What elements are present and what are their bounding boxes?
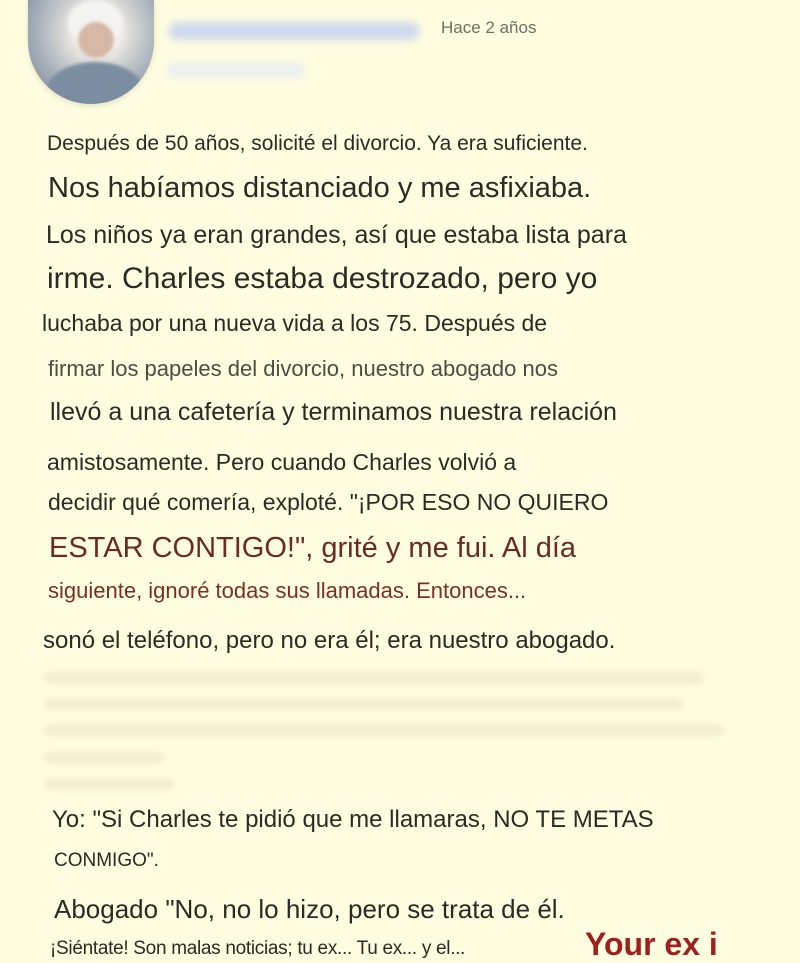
story-line: sonó el teléfono, pero no era él; era nuestro abogado. [43,627,616,654]
story-line: decidir qué comería, exploté. "¡POR ESO NO QUIERO [48,489,609,515]
story-line: Nos habíamos distanciado y me asfixiaba. [48,172,592,204]
story-line: luchaba por una nueva vida a los 75. Después de [42,310,548,336]
dialogue-line: ¡Siéntate! Son malas noticias; tu ex... Tu ex... y el... [50,938,466,959]
dialogue-line: Yo: "Si Charles te pidió que me llamaras, NO TE METAS [52,806,654,833]
dialogue-line: Abogado "No, no lo hizo, pero se trata de él. [54,894,565,924]
blurred-text-line [44,778,174,790]
blurred-text-line [44,724,724,736]
story-line: Los niños ya eran grandes, así que estaba lista para [46,221,627,249]
blurred-handle [166,62,306,78]
dialogue-line: CONMIGO". [54,850,159,871]
blurred-username[interactable] [168,22,420,40]
story-line: llevó a una cafetería y terminamos nuestra relación [50,398,617,426]
story-line: amistosamente. Pero cuando Charles volvió a [47,449,517,475]
story-line: irme. Charles estaba destrozado, pero yo [47,262,598,295]
story-line: ESTAR CONTIGO!", grité y me fui. Al día [49,532,577,564]
story-line: firmar los papeles del divorcio, nuestro abogado nos [48,356,558,381]
blurred-text-line [44,672,704,684]
avatar-face [78,22,114,58]
post-timestamp: Hace 2 años [441,18,537,37]
story-line: siguiente, ignoré todas sus llamadas. Entonces... [48,578,527,603]
blurred-text-line [44,752,164,764]
overlay-caption: Your ex i [585,926,718,962]
avatar-body [46,62,144,104]
blurred-text-line [44,698,684,710]
avatar[interactable] [28,0,154,104]
story-line: Después de 50 años, solicité el divorcio. Ya era suficiente. [47,132,588,155]
